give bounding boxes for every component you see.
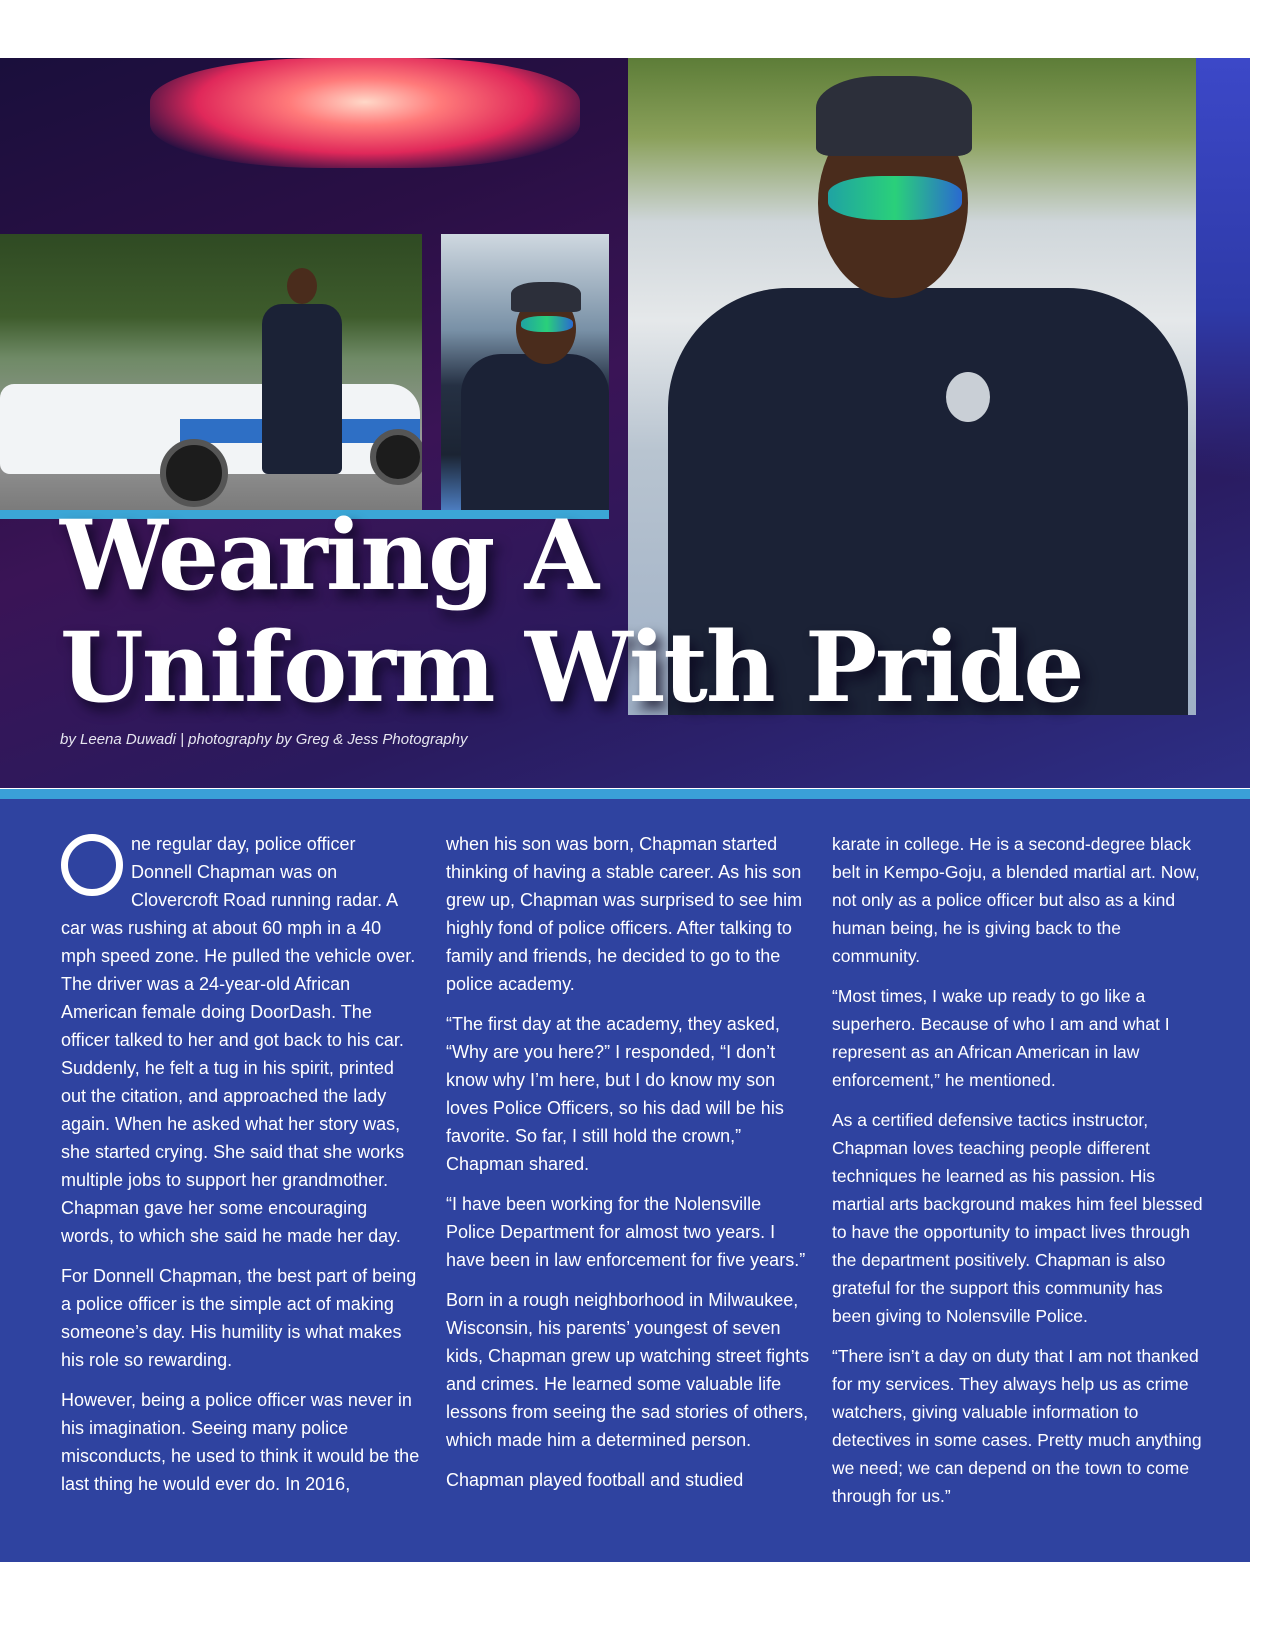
paragraph: “The first day at the academy, they asked, “Why are you here?” I responded, “I don’t know why I’m here, but I do know my son loves Police Officers, so his dad will be his favorite. So far, I still hold the crown,” Chapman shared.: [446, 1014, 784, 1174]
article-column-1: [61, 830, 421, 1510]
officer-cap: [816, 76, 972, 156]
paragraph: Born in a rough neighborhood in Milwaukee, Wisconsin, his parents’ youngest of seven kids, Chapman grew up watching street fights and crimes. He learned some valuable life lessons from seeing the sad stories of others, which made him a determined person.: [446, 1290, 810, 1450]
paragraph: Chapman played football and studied: [446, 1470, 744, 1490]
drop-cap: [61, 834, 123, 896]
sunglasses: [828, 176, 962, 220]
car-wheel: [370, 429, 422, 485]
paragraph: “There isn’t a day on duty that I am not thanked for my services. They always help us as crime watchers, giving valuable information to detectives in some cases. Pretty much anything we need; we can depend on the town to come through for us.”: [832, 1346, 1202, 1506]
section-divider: [0, 789, 1250, 799]
paragraph: However, being a police officer was never in his imagination. Seeing many police misconducts, he used to think it would be the last thing he would ever do. In 2016,: [61, 1390, 420, 1494]
officer-cap: [511, 282, 581, 312]
paragraph: For Donnell Chapman, the best part of being a police officer is the simple act of making someone’s day. His humility is what makes his role so rewarding.: [61, 1266, 417, 1370]
officer-figure: [262, 304, 342, 474]
article-column-3: [832, 830, 1204, 1522]
police-light-glow: [150, 58, 580, 168]
paragraph: As a certified defensive tactics instructor, Chapman loves teaching people different techniques he learned as his passion. His martial arts background makes him feel blessed to have the opportunity to impact lives through the department positively. Chapman is also grateful for the support this community has been giving to Nolensville Police.: [832, 1110, 1203, 1326]
sunglasses: [521, 316, 573, 332]
title-line-1: Wearing A: [60, 499, 598, 612]
paragraph: when his son was born, Chapman started thinking of having a stable career. As his son grew up, Chapman was surprised to see him highly fond of police officers. After talking to family and friends, he decided to go to the police academy.: [446, 834, 803, 994]
paragraph: “Most times, I wake up ready to go like a superhero. Because of who I am and what I represent as an African American in law enforcement,” he mentioned.: [832, 986, 1170, 1090]
officer-figure: [461, 354, 609, 510]
byline: by Leena Duwadi | photography by Greg & Jess Photography: [60, 731, 468, 748]
officer-badge: [946, 372, 990, 422]
officer-head: [287, 268, 317, 304]
title-line-2: Uniform With Pride: [60, 611, 1083, 724]
paragraph: [61, 830, 421, 1250]
car-wheel: [160, 439, 228, 507]
article-title: [60, 500, 1240, 724]
paragraph: karate in college. He is a second-degree black belt in Kempo-Goju, a blended martial art. Now, not only as a police officer but also as a kind human being, he is giving back to the community.: [832, 834, 1200, 966]
photo-officer-in-car: [441, 234, 609, 510]
article-column-2: [446, 830, 814, 1506]
paragraph-text: ne regular day, police officer Donnell Chapman was on Clovercroft Road running radar. A car was rushing at about 60 mph in a 40 mph speed zone. He pulled the vehicle over. The driver was a 24-year-old African American female doing DoorDash. The officer talked to her and got back to his car. Suddenly, he felt a tug in his spirit, printed out the citation, and approached the lady again. When he asked what her story was, she started crying. She said that she works multiple jobs to support her grandmother. Chapman gave her some encouraging words, to which she said he made her day.: [61, 834, 416, 1246]
paragraph: “I have been working for the Nolensville Police Department for almost two years. I have been in law enforcement for five years.”: [446, 1194, 806, 1270]
photo-officer-with-patrol-car: [0, 234, 422, 510]
